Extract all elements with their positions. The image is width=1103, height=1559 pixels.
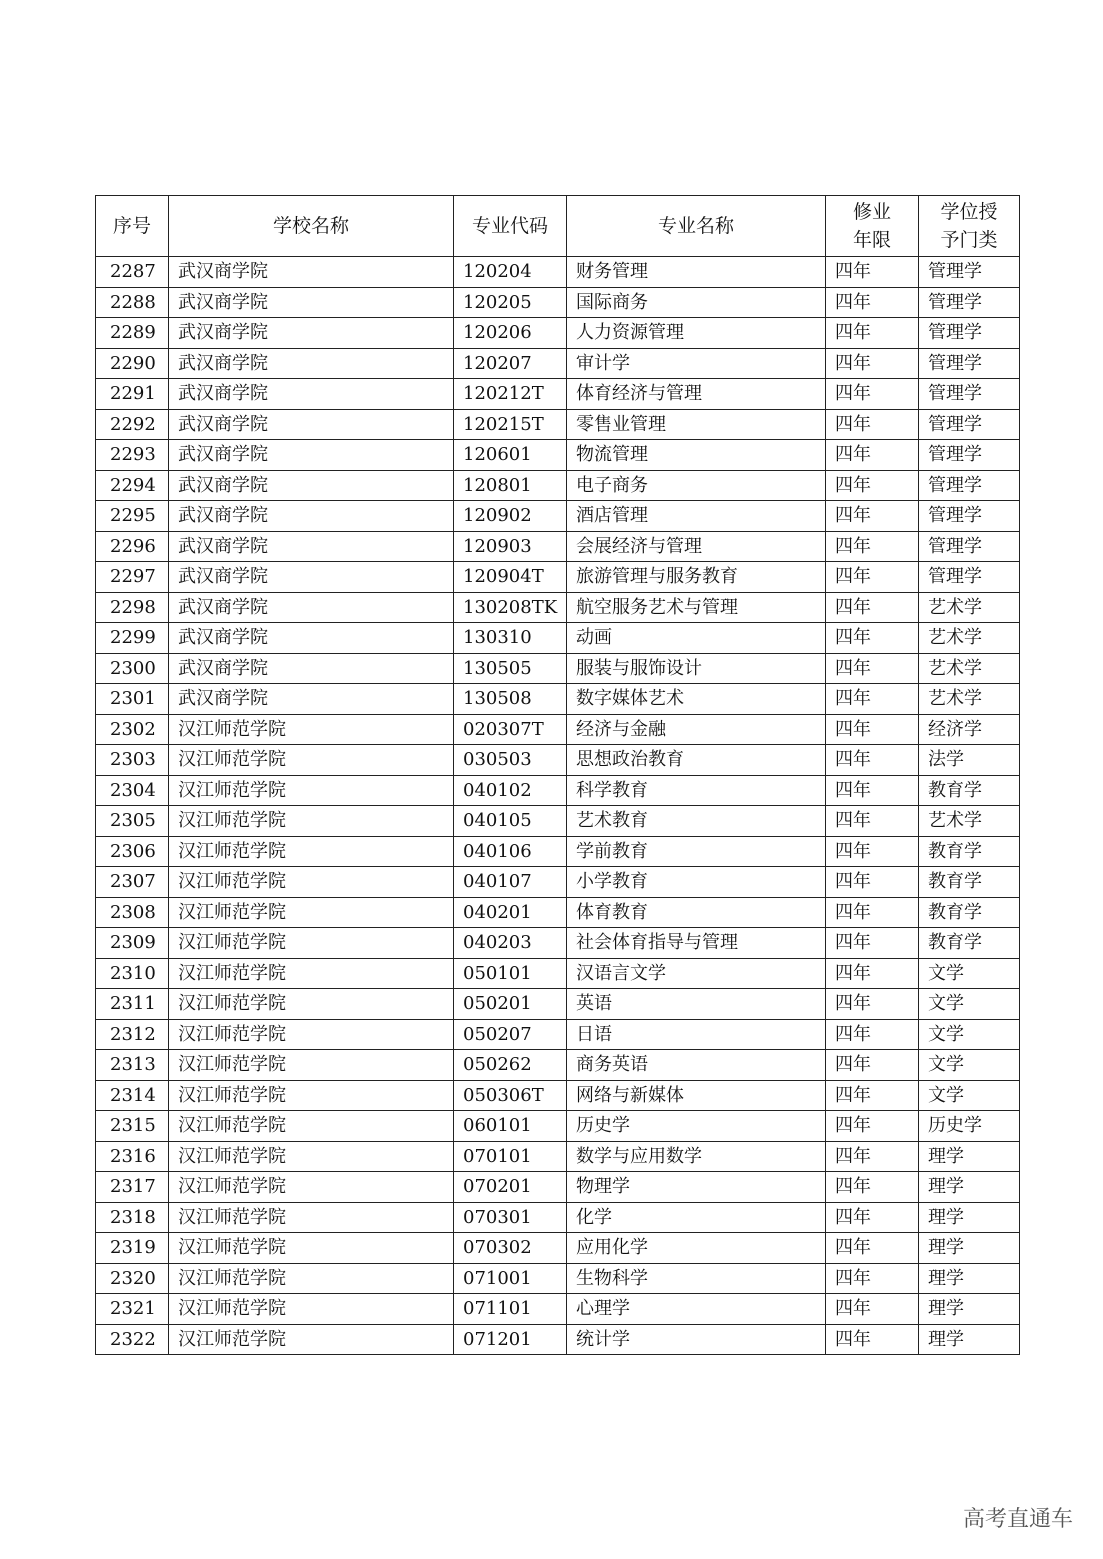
cell-major: 日语	[567, 1019, 826, 1050]
table-header-row	[96, 196, 1020, 257]
table-row	[96, 562, 1020, 593]
table-row	[96, 1233, 1020, 1264]
cell-no: 2288	[96, 287, 169, 318]
cell-code: 120902	[454, 501, 567, 532]
table-row	[96, 379, 1020, 410]
cell-code: 070301	[454, 1202, 567, 1233]
cell-code: 050101	[454, 958, 567, 989]
cell-major: 会展经济与管理	[567, 531, 826, 562]
cell-no: 2315	[96, 1111, 169, 1142]
cell-major: 经济与金融	[567, 714, 826, 745]
cell-school: 武汉商学院	[169, 257, 454, 288]
cell-code: 120207	[454, 348, 567, 379]
cell-code: 040106	[454, 836, 567, 867]
cell-duration: 四年	[826, 806, 919, 837]
table-row	[96, 714, 1020, 745]
cell-no: 2320	[96, 1263, 169, 1294]
majors-table	[95, 195, 1020, 1355]
cell-degree: 管理学	[919, 379, 1020, 410]
cell-school: 武汉商学院	[169, 623, 454, 654]
cell-school: 汉江师范学院	[169, 775, 454, 806]
cell-degree: 理学	[919, 1202, 1020, 1233]
table-row	[96, 1111, 1020, 1142]
cell-duration: 四年	[826, 1294, 919, 1325]
cell-code: 050262	[454, 1050, 567, 1081]
cell-duration: 四年	[826, 1202, 919, 1233]
cell-no: 2301	[96, 684, 169, 715]
table-row	[96, 287, 1020, 318]
cell-school: 武汉商学院	[169, 470, 454, 501]
table-row	[96, 1324, 1020, 1355]
cell-code: 120215T	[454, 409, 567, 440]
cell-duration: 四年	[826, 775, 919, 806]
cell-major: 体育经济与管理	[567, 379, 826, 410]
watermark: 高考直通车	[962, 1507, 1073, 1532]
cell-school: 汉江师范学院	[169, 1111, 454, 1142]
table-row	[96, 1172, 1020, 1203]
cell-school: 武汉商学院	[169, 684, 454, 715]
cell-code: 120903	[454, 531, 567, 562]
cell-no: 2322	[96, 1324, 169, 1355]
cell-degree: 管理学	[919, 318, 1020, 349]
cell-degree: 艺术学	[919, 806, 1020, 837]
cell-no: 2312	[96, 1019, 169, 1050]
cell-duration: 四年	[826, 562, 919, 593]
cell-code: 130208TK	[454, 592, 567, 623]
cell-school: 汉江师范学院	[169, 1172, 454, 1203]
cell-degree: 管理学	[919, 409, 1020, 440]
cell-major: 小学教育	[567, 867, 826, 898]
cell-school: 武汉商学院	[169, 287, 454, 318]
cell-degree: 文学	[919, 1019, 1020, 1050]
cell-no: 2302	[96, 714, 169, 745]
cell-no: 2291	[96, 379, 169, 410]
cell-school: 武汉商学院	[169, 653, 454, 684]
table-row	[96, 1202, 1020, 1233]
cell-duration: 四年	[826, 928, 919, 959]
cell-duration: 四年	[826, 348, 919, 379]
cell-no: 2313	[96, 1050, 169, 1081]
cell-code: 040201	[454, 897, 567, 928]
cell-duration: 四年	[826, 714, 919, 745]
cell-degree: 文学	[919, 1080, 1020, 1111]
cell-code: 050201	[454, 989, 567, 1020]
cell-no: 2304	[96, 775, 169, 806]
table-row	[96, 958, 1020, 989]
table-row	[96, 867, 1020, 898]
header-no: 序号	[96, 196, 169, 257]
table-row	[96, 684, 1020, 715]
cell-no: 2287	[96, 257, 169, 288]
cell-school: 汉江师范学院	[169, 1050, 454, 1081]
cell-school: 汉江师范学院	[169, 867, 454, 898]
cell-no: 2317	[96, 1172, 169, 1203]
table-row	[96, 257, 1020, 288]
cell-major: 网络与新媒体	[567, 1080, 826, 1111]
cell-duration: 四年	[826, 440, 919, 471]
table-row	[96, 1080, 1020, 1111]
table-row	[96, 470, 1020, 501]
cell-no: 2318	[96, 1202, 169, 1233]
cell-degree: 艺术学	[919, 623, 1020, 654]
cell-degree: 艺术学	[919, 653, 1020, 684]
cell-school: 武汉商学院	[169, 440, 454, 471]
cell-degree: 教育学	[919, 775, 1020, 806]
cell-major: 历史学	[567, 1111, 826, 1142]
cell-degree: 文学	[919, 958, 1020, 989]
cell-no: 2316	[96, 1141, 169, 1172]
cell-code: 120204	[454, 257, 567, 288]
cell-major: 航空服务艺术与管理	[567, 592, 826, 623]
cell-school: 汉江师范学院	[169, 1019, 454, 1050]
table-row	[96, 1141, 1020, 1172]
cell-code: 130505	[454, 653, 567, 684]
cell-major: 汉语言文学	[567, 958, 826, 989]
table-row	[96, 623, 1020, 654]
cell-degree: 管理学	[919, 501, 1020, 532]
header-school: 学校名称	[169, 196, 454, 257]
cell-duration: 四年	[826, 958, 919, 989]
cell-duration: 四年	[826, 836, 919, 867]
cell-code: 120904T	[454, 562, 567, 593]
table-row	[96, 1294, 1020, 1325]
cell-degree: 管理学	[919, 562, 1020, 593]
cell-school: 武汉商学院	[169, 531, 454, 562]
cell-duration: 四年	[826, 592, 919, 623]
cell-major: 生物科学	[567, 1263, 826, 1294]
cell-degree: 文学	[919, 1050, 1020, 1081]
cell-major: 财务管理	[567, 257, 826, 288]
cell-duration: 四年	[826, 1080, 919, 1111]
table-row	[96, 531, 1020, 562]
cell-no: 2294	[96, 470, 169, 501]
cell-school: 汉江师范学院	[169, 1080, 454, 1111]
cell-major: 心理学	[567, 1294, 826, 1325]
cell-major: 旅游管理与服务教育	[567, 562, 826, 593]
cell-major: 零售业管理	[567, 409, 826, 440]
cell-code: 070101	[454, 1141, 567, 1172]
cell-duration: 四年	[826, 501, 919, 532]
cell-duration: 四年	[826, 1111, 919, 1142]
cell-duration: 四年	[826, 470, 919, 501]
table-row	[96, 1263, 1020, 1294]
table-row	[96, 836, 1020, 867]
cell-duration: 四年	[826, 287, 919, 318]
cell-code: 120601	[454, 440, 567, 471]
cell-major: 物理学	[567, 1172, 826, 1203]
cell-school: 武汉商学院	[169, 409, 454, 440]
cell-degree: 教育学	[919, 867, 1020, 898]
cell-major: 数字媒体艺术	[567, 684, 826, 715]
cell-school: 汉江师范学院	[169, 1233, 454, 1264]
cell-degree: 管理学	[919, 257, 1020, 288]
cell-degree: 管理学	[919, 440, 1020, 471]
table-row	[96, 1050, 1020, 1081]
cell-degree: 历史学	[919, 1111, 1020, 1142]
cell-no: 2308	[96, 897, 169, 928]
table-row	[96, 653, 1020, 684]
cell-no: 2292	[96, 409, 169, 440]
cell-code: 040105	[454, 806, 567, 837]
cell-no: 2311	[96, 989, 169, 1020]
cell-school: 汉江师范学院	[169, 1141, 454, 1172]
cell-degree: 文学	[919, 989, 1020, 1020]
cell-duration: 四年	[826, 684, 919, 715]
cell-duration: 四年	[826, 745, 919, 776]
cell-major: 国际商务	[567, 287, 826, 318]
cell-school: 汉江师范学院	[169, 714, 454, 745]
cell-no: 2290	[96, 348, 169, 379]
cell-major: 动画	[567, 623, 826, 654]
cell-degree: 理学	[919, 1263, 1020, 1294]
cell-code: 120212T	[454, 379, 567, 410]
cell-degree: 教育学	[919, 928, 1020, 959]
cell-duration: 四年	[826, 1141, 919, 1172]
cell-major: 人力资源管理	[567, 318, 826, 349]
cell-duration: 四年	[826, 409, 919, 440]
cell-duration: 四年	[826, 1019, 919, 1050]
cell-code: 120801	[454, 470, 567, 501]
cell-major: 物流管理	[567, 440, 826, 471]
cell-duration: 四年	[826, 867, 919, 898]
cell-no: 2303	[96, 745, 169, 776]
cell-code: 130508	[454, 684, 567, 715]
cell-major: 审计学	[567, 348, 826, 379]
cell-duration: 四年	[826, 989, 919, 1020]
cell-major: 商务英语	[567, 1050, 826, 1081]
cell-code: 071201	[454, 1324, 567, 1355]
cell-duration: 四年	[826, 1263, 919, 1294]
cell-duration: 四年	[826, 1233, 919, 1264]
cell-code: 020307T	[454, 714, 567, 745]
cell-major: 应用化学	[567, 1233, 826, 1264]
cell-no: 2319	[96, 1233, 169, 1264]
cell-duration: 四年	[826, 1050, 919, 1081]
cell-major: 统计学	[567, 1324, 826, 1355]
cell-code: 070302	[454, 1233, 567, 1264]
cell-no: 2297	[96, 562, 169, 593]
cell-school: 汉江师范学院	[169, 1324, 454, 1355]
cell-degree: 经济学	[919, 714, 1020, 745]
cell-major: 数学与应用数学	[567, 1141, 826, 1172]
cell-degree: 管理学	[919, 531, 1020, 562]
cell-no: 2321	[96, 1294, 169, 1325]
cell-no: 2310	[96, 958, 169, 989]
cell-school: 武汉商学院	[169, 318, 454, 349]
cell-major: 思想政治教育	[567, 745, 826, 776]
cell-degree: 艺术学	[919, 592, 1020, 623]
table-row	[96, 318, 1020, 349]
table-row	[96, 1019, 1020, 1050]
cell-school: 武汉商学院	[169, 379, 454, 410]
header-degree	[919, 196, 1020, 257]
table-row	[96, 440, 1020, 471]
header-degree-line2: 予门类	[940, 229, 998, 251]
header-degree-line1: 学位授	[940, 201, 998, 223]
cell-duration: 四年	[826, 318, 919, 349]
cell-duration: 四年	[826, 257, 919, 288]
table-row	[96, 775, 1020, 806]
cell-degree: 理学	[919, 1172, 1020, 1203]
cell-no: 2314	[96, 1080, 169, 1111]
cell-major: 学前教育	[567, 836, 826, 867]
cell-school: 武汉商学院	[169, 562, 454, 593]
cell-major: 体育教育	[567, 897, 826, 928]
cell-code: 050306T	[454, 1080, 567, 1111]
header-duration	[826, 196, 919, 257]
cell-degree: 管理学	[919, 470, 1020, 501]
cell-code: 071101	[454, 1294, 567, 1325]
cell-degree: 教育学	[919, 897, 1020, 928]
cell-duration: 四年	[826, 653, 919, 684]
cell-school: 武汉商学院	[169, 501, 454, 532]
cell-code: 040107	[454, 867, 567, 898]
cell-major: 服装与服饰设计	[567, 653, 826, 684]
cell-degree: 理学	[919, 1294, 1020, 1325]
cell-code: 060101	[454, 1111, 567, 1142]
cell-school: 汉江师范学院	[169, 1294, 454, 1325]
cell-code: 130310	[454, 623, 567, 654]
table-row	[96, 348, 1020, 379]
cell-code: 070201	[454, 1172, 567, 1203]
cell-degree: 艺术学	[919, 684, 1020, 715]
cell-no: 2293	[96, 440, 169, 471]
cell-major: 化学	[567, 1202, 826, 1233]
table-body	[96, 257, 1020, 1355]
cell-school: 汉江师范学院	[169, 836, 454, 867]
cell-major: 英语	[567, 989, 826, 1020]
table-row	[96, 501, 1020, 532]
cell-major: 科学教育	[567, 775, 826, 806]
cell-code: 120206	[454, 318, 567, 349]
cell-code: 071001	[454, 1263, 567, 1294]
table-row	[96, 928, 1020, 959]
cell-no: 2309	[96, 928, 169, 959]
cell-major: 艺术教育	[567, 806, 826, 837]
cell-degree: 理学	[919, 1233, 1020, 1264]
cell-degree: 管理学	[919, 348, 1020, 379]
cell-duration: 四年	[826, 531, 919, 562]
cell-no: 2305	[96, 806, 169, 837]
cell-duration: 四年	[826, 1324, 919, 1355]
table-row	[96, 897, 1020, 928]
cell-school: 汉江师范学院	[169, 1263, 454, 1294]
cell-no: 2295	[96, 501, 169, 532]
cell-school: 汉江师范学院	[169, 745, 454, 776]
cell-no: 2296	[96, 531, 169, 562]
cell-no: 2300	[96, 653, 169, 684]
table-row	[96, 745, 1020, 776]
cell-degree: 管理学	[919, 287, 1020, 318]
cell-no: 2306	[96, 836, 169, 867]
cell-school: 汉江师范学院	[169, 1202, 454, 1233]
cell-code: 030503	[454, 745, 567, 776]
cell-school: 汉江师范学院	[169, 989, 454, 1020]
cell-code: 040102	[454, 775, 567, 806]
cell-code: 120205	[454, 287, 567, 318]
cell-school: 汉江师范学院	[169, 958, 454, 989]
table-row	[96, 592, 1020, 623]
cell-code: 050207	[454, 1019, 567, 1050]
cell-no: 2307	[96, 867, 169, 898]
cell-school: 汉江师范学院	[169, 806, 454, 837]
cell-duration: 四年	[826, 623, 919, 654]
cell-major: 电子商务	[567, 470, 826, 501]
cell-degree: 法学	[919, 745, 1020, 776]
table-row	[96, 806, 1020, 837]
cell-no: 2289	[96, 318, 169, 349]
header-duration-line1: 修业	[852, 201, 891, 223]
header-code: 专业代码	[454, 196, 567, 257]
cell-degree: 教育学	[919, 836, 1020, 867]
cell-school: 汉江师范学院	[169, 928, 454, 959]
cell-school: 汉江师范学院	[169, 897, 454, 928]
table-row	[96, 409, 1020, 440]
cell-duration: 四年	[826, 1172, 919, 1203]
cell-major: 社会体育指导与管理	[567, 928, 826, 959]
cell-degree: 理学	[919, 1141, 1020, 1172]
header-major: 专业名称	[567, 196, 826, 257]
cell-school: 武汉商学院	[169, 592, 454, 623]
header-duration-line2: 年限	[852, 229, 891, 251]
cell-code: 040203	[454, 928, 567, 959]
cell-school: 武汉商学院	[169, 348, 454, 379]
cell-no: 2298	[96, 592, 169, 623]
table-row	[96, 989, 1020, 1020]
cell-duration: 四年	[826, 897, 919, 928]
cell-duration: 四年	[826, 379, 919, 410]
cell-no: 2299	[96, 623, 169, 654]
cell-major: 酒店管理	[567, 501, 826, 532]
cell-degree: 理学	[919, 1324, 1020, 1355]
